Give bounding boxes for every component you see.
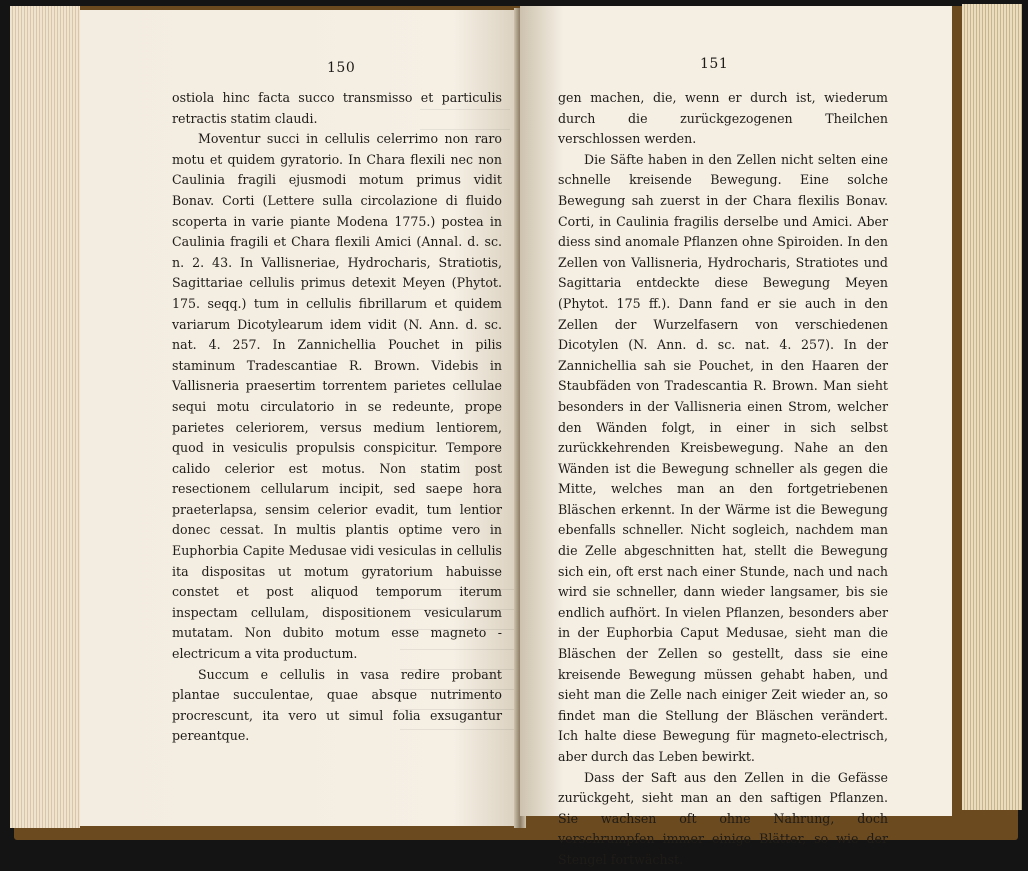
paragraph: Succum e cellulis in vasa redire probant plantae succulentae, quae absque nutrimento procrescunt, ita vero ut simul folia exsugantur pereantque. [172,666,502,744]
page-number: 151 [700,56,729,72]
page-body [558,88,888,871]
left-page [80,10,520,826]
right-page-edges [962,4,1022,810]
paragraph: Moventur succi in cellulis celerrimo non raro motu et quidem gyratorio. In Chara flexili nec non Caulinia fragili ejusmodi motum primus vidit Bonav. Corti (Lettere sulla circolazione di fluido scoperta in varie piante Modena 1775.) postea in Caulinia fragili et Chara flexili Amici (Annal. d. sc. n. 2. 43. In Vallisneriae, Hydrocharis, Stratiotis, Sagittariae cellulis primus detexit Meyen (Phytot. 175. seqq.) tum in cellulis fibrillarum et quidem variarum Dicotylearum idem vidit (N. Ann. d. sc. nat. 4. 257. In Zannichellia Pouchet in pilis staminum Tradescantiae R. Brown. Videbis in Vallisneria praesertim torrentem parietes cellulae sequi motu circulatorio in se redeunte, prope parietes celeriorem, versus medium lentiorem, quod in vesiculis propulsis conspicitur. Tempore calido celerior est motus. Non statim post resectionem cellularum incipit, sed saepe hora praeterlapsa, sensim celerior evadit, tum lentior donec cessat. In multis plantis optime vero in Euphorbia Capite Medusae vidi vesiculas in cellulis ita dispositas ut motum gyratorium habuisse constet et post aliquod temporum iterum inspectam cellulam, dispositionem vesicularum mutatam. Non dubito motum esse magneto - electricum a vita productum. [172,131,502,662]
show-through [400,570,520,730]
paragraph: gen machen, die, wenn er durch ist, wiederum durch die zurückgezogenen Theilchen verschlossen werden. [558,90,888,147]
paragraph: Dass der Saft aus den Zellen in die Gefässe zurückgeht, sieht man an den saftigen Pflanzen. Sie wachsen oft ohne Nahrung, doch verschrumpfen immer einige Blätter, so wie der Stengel fortwächst. [558,769,888,867]
page-number: 150 [327,60,356,76]
paragraph: ostiola hinc facta succo transmisso et particulis retractis statim claudi. [172,90,502,126]
right-page [520,6,952,867]
left-page-edges [10,6,80,828]
paragraph: Die Säfte haben in den Zellen nicht selten eine schnelle kreisende Bewegung. Eine solche Bewegung sah zuerst in der Chara flexilis Bonav. Corti, in Caulinia fragilis derselbe und Amici. Aber diess sind anomale Pflanzen ohne Spiroiden. In den Zellen von Vallisneria, Hydrocharis, Stratiotes und Sagittaria entdeckte diese Bewegung Meyen (Phytot. 175 ff.). Dann fand er sie auch in den Zellen der Wurzelfasern von verschiedenen Dicotylen (N. Ann. d. sc. nat. 4. 257). In der Zannichellia sah sie Pouchet, in den Haaren der Staubfäden von Tradescantia R. Brown. Man sieht besonders in der Vallisneria einen Strom, welcher den Wänden folgt, in einer in sich selbst zurückkehrenden Kreisbewegung. Nahe an den Wänden ist die Bewegung schneller als gegen die Mitte, welches man an den fortgetriebenen Bläschen erkennt. In der Wärme ist die Bewegung ebenfalls schneller. Nicht sogleich, nachdem man die Zelle abgeschnitten hat, stellt die Bewegung sich ein, oft erst nach einer Stunde, nach und nach wird sie schneller, dann wieder langsamer, bis sie endlich aufhört. In vielen Pflanzen, besonders aber in der Euphorbia Caput Medusae, sieht man die Bläschen der Zellen so gestellt, dass sie eine kreisende Bewegung müssen gehabt haben, und sieht man die Zelle nach einiger Zeit wieder an, so findet man die Stellung der Bläschen verändert. Ich halte diese Bewegung für magneto-electrisch, aber durch das Leben bewirkt. [558,151,888,764]
